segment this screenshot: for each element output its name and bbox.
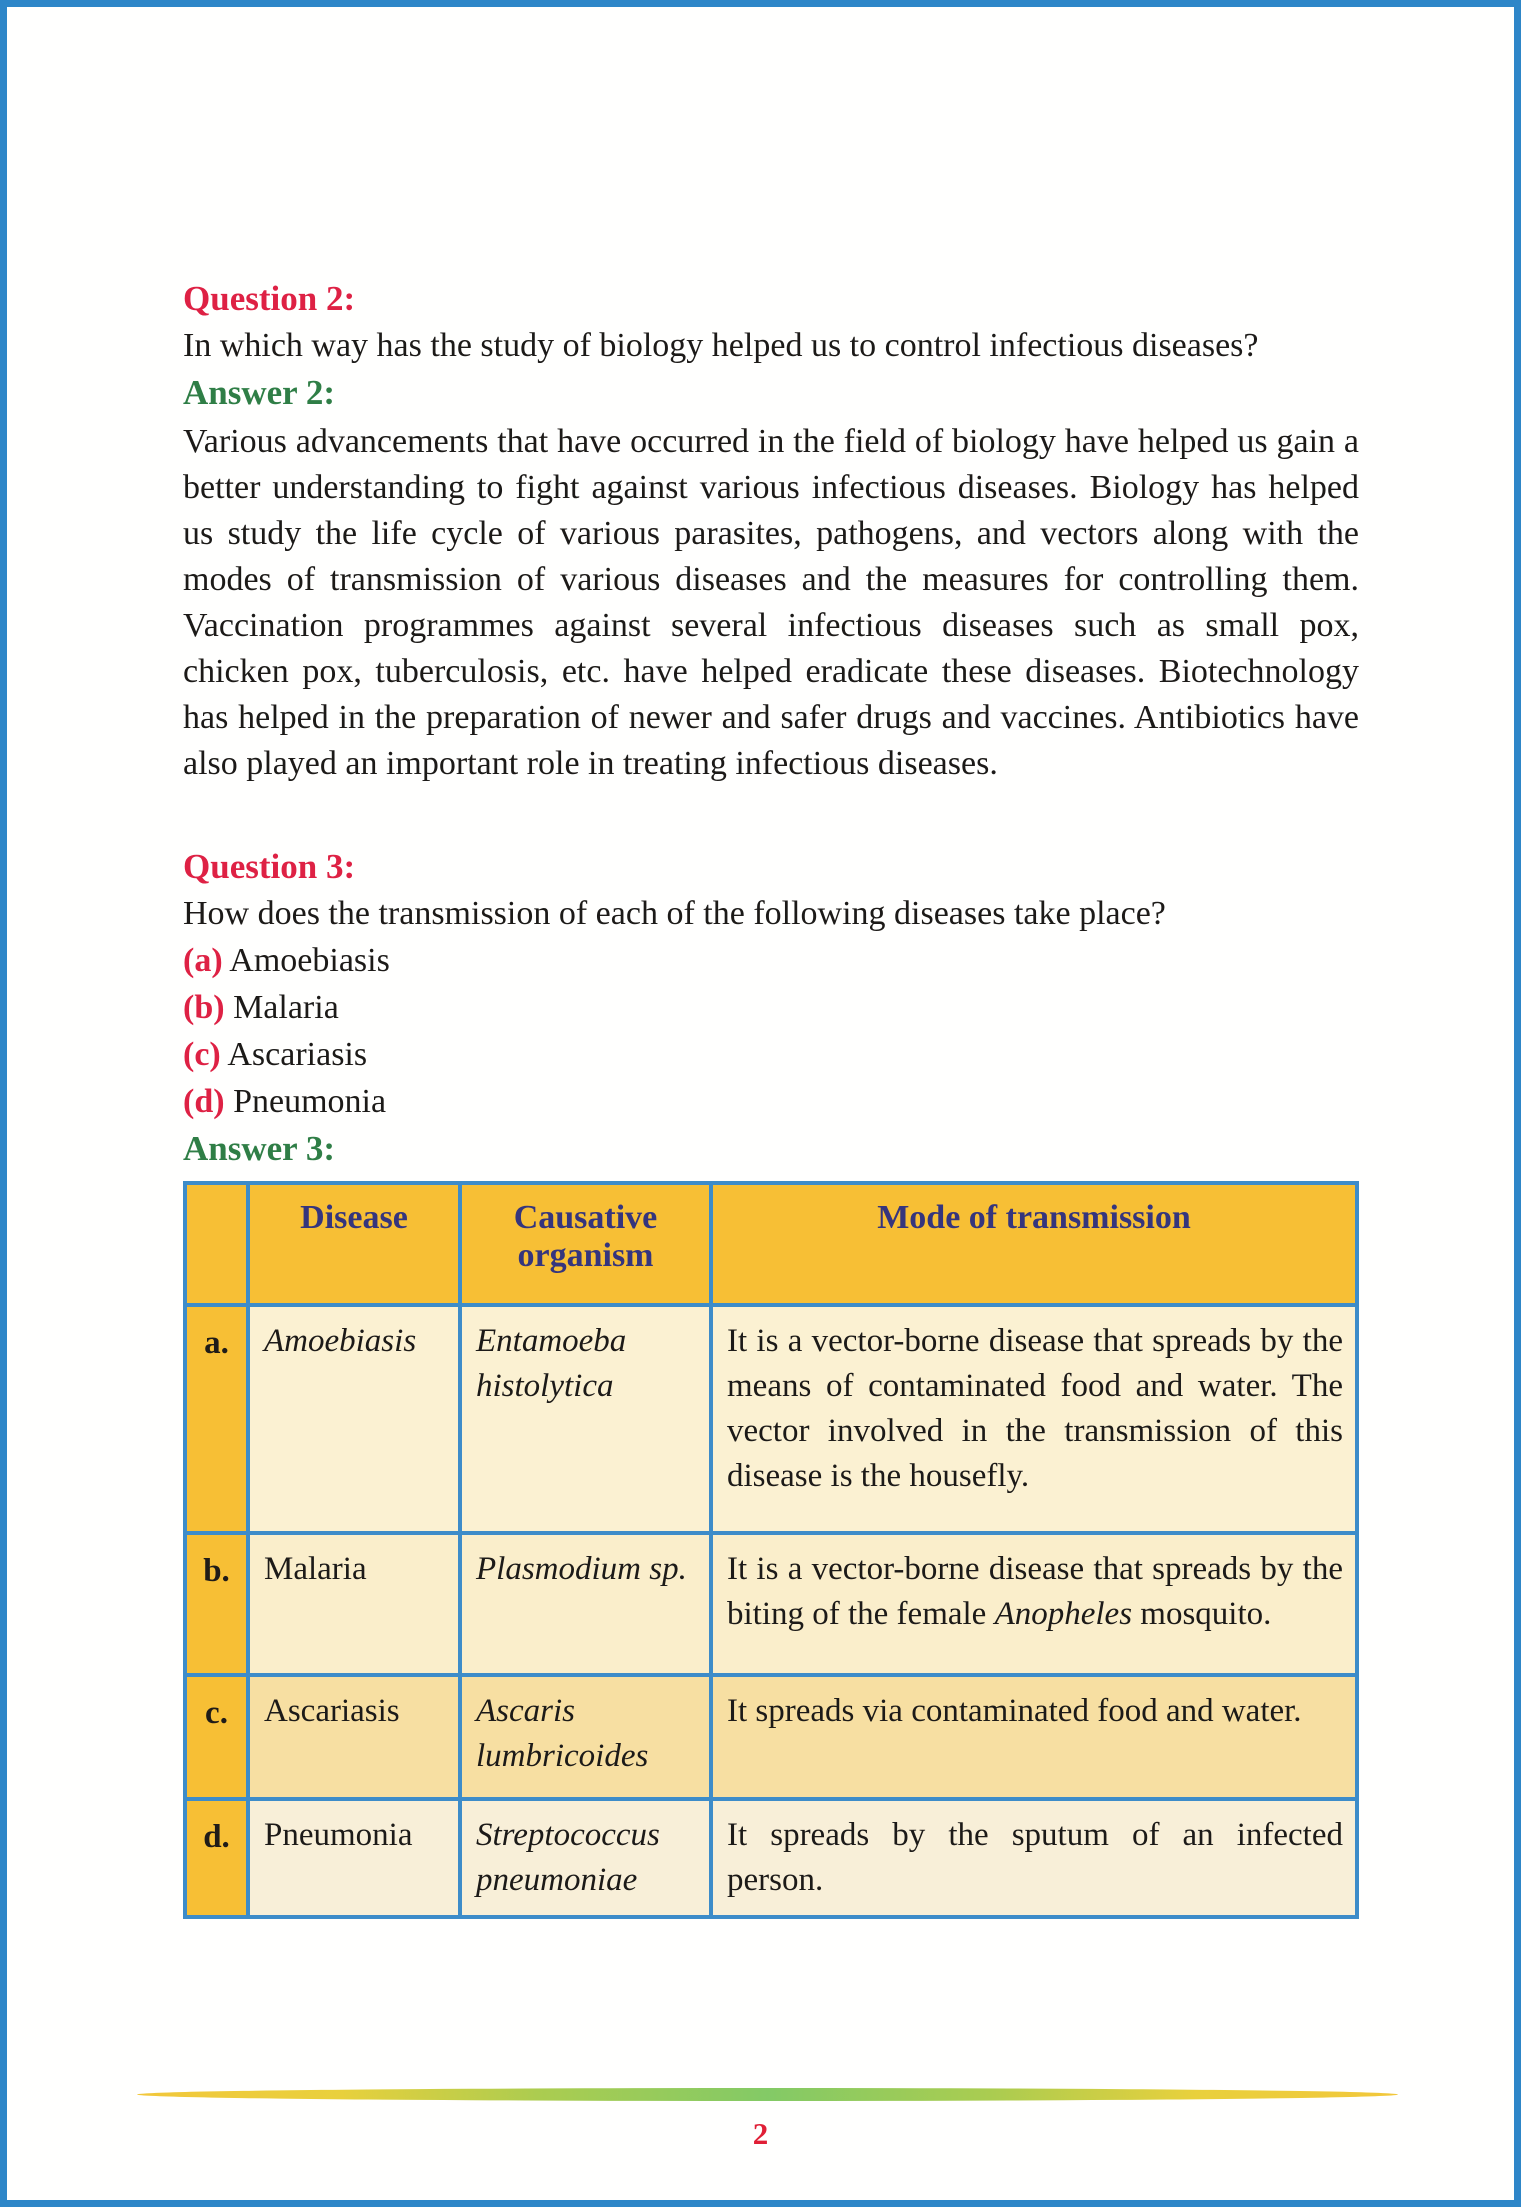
row-b-mode-text-1: It is a vector-borne disease that spreads by the biting of the female [727, 1551, 1343, 1632]
option-b-label: (b) [183, 989, 225, 1026]
row-a-letter: a. [185, 1305, 248, 1533]
table-row [185, 1675, 1357, 1799]
question-3-options [183, 937, 1359, 1125]
option-c-label: (c) [183, 1036, 221, 1073]
option-a-label: (a) [183, 942, 223, 979]
table-header-organism: Causative organism [460, 1183, 711, 1305]
option-d-text: Pneumonia [233, 1083, 387, 1120]
table-row [185, 1533, 1357, 1675]
option-a-text: Amoebiasis [229, 942, 390, 979]
row-d-organism: Streptococcus pneumoniae [460, 1799, 711, 1917]
row-a-disease: Amoebiasis [248, 1305, 460, 1533]
row-b-mode-text-2: mosquito. [1132, 1596, 1272, 1632]
option-d-label: (d) [183, 1083, 225, 1120]
option-d [183, 1078, 1359, 1125]
row-a-mode-text: It is a vector-borne disease that spreads by the means of contaminated food and water. The vector involved in the transmission of this disease is the housefly. [727, 1323, 1343, 1494]
row-d-mode-text: It spreads by the sputum of an infected person. [727, 1817, 1343, 1898]
table-header-disease: Disease [248, 1183, 460, 1305]
row-a-organism: Entamoeba histolytica [460, 1305, 711, 1533]
answer-2-heading: Answer 2: [183, 373, 335, 412]
row-b-organism: Plasmodium sp. [460, 1533, 711, 1675]
row-c-disease: Ascariasis [248, 1675, 460, 1799]
row-d-disease: Pneumonia [248, 1799, 460, 1917]
row-b-mode-text-italic: Anopheles [994, 1596, 1133, 1632]
table-header-letter [185, 1183, 248, 1305]
question-2-text: In which way has the study of biology helped us to control infectious diseases? [183, 327, 1259, 364]
option-b [183, 984, 1359, 1031]
row-c-mode-text: It spreads via contaminated food and water. [727, 1693, 1302, 1729]
page-number: 2 [752, 2116, 769, 2151]
row-c-mode [711, 1675, 1357, 1799]
row-b-letter: b. [185, 1533, 248, 1675]
option-c-text: Ascariasis [227, 1036, 368, 1073]
row-c-letter: c. [185, 1675, 248, 1799]
row-d-mode [711, 1799, 1357, 1917]
row-d-letter: d. [185, 1799, 248, 1917]
transmission-table [183, 1181, 1359, 1919]
option-b-text: Malaria [233, 989, 339, 1026]
row-a-mode [711, 1305, 1357, 1533]
page-content [183, 279, 1359, 1919]
row-b-disease: Malaria [248, 1533, 460, 1675]
table-row [185, 1305, 1357, 1533]
table-header-mode: Mode of transmission [711, 1183, 1357, 1305]
table-header-row [185, 1183, 1357, 1305]
row-c-organism: Ascaris lumbricoides [460, 1675, 711, 1799]
footer-divider-rule [137, 2088, 1398, 2101]
table-row [185, 1799, 1357, 1917]
option-c [183, 1031, 1359, 1078]
answer-3-heading: Answer 3: [183, 1129, 335, 1168]
question-3-text: How does the transmission of each of the following diseases take place? [183, 895, 1166, 932]
question-3-heading: Question 3: [183, 847, 356, 886]
option-a [183, 937, 1359, 984]
row-b-mode [711, 1533, 1357, 1675]
answer-2-text: Various advancements that have occurred in the field of biology have helped us gain a better understanding to fight against various infectious diseases. Biology has helped us study the life cycle of various parasites, pathogens, and vectors along with the modes of transmission of various diseases and the measures for controlling them. Vaccination programmes against several infectious diseases such as small pox, chicken pox, tuberculosis, etc. have helped eradicate these diseases. Biotechnology has helped in the preparation of newer and safer drugs and vaccines. Antibiotics have also played an important role in treating infectious diseases. [183, 423, 1359, 782]
question-2-heading: Question 2: [183, 279, 356, 318]
